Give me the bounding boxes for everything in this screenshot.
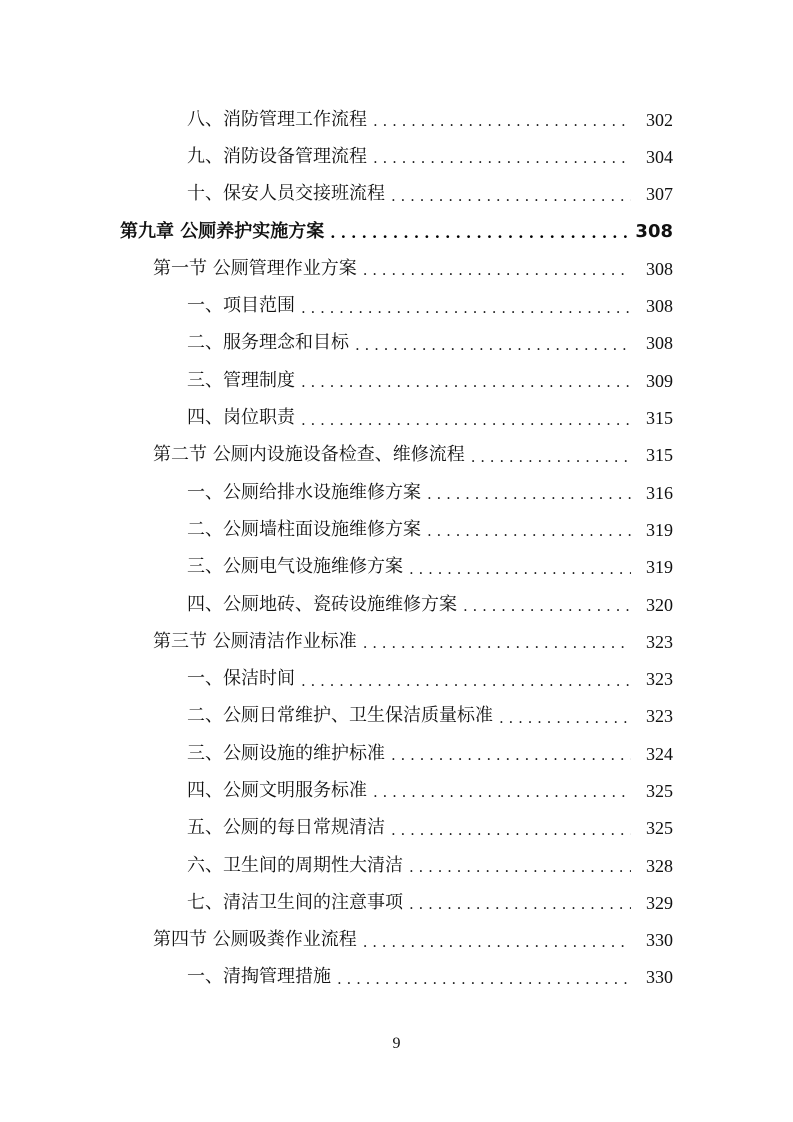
toc-entry-title: 一、项目范围 <box>187 295 295 317</box>
toc-entry-page: 325 <box>646 780 673 801</box>
dot-leader <box>373 785 631 800</box>
toc-entry[interactable] <box>0 810 793 847</box>
toc-entry[interactable] <box>0 735 793 772</box>
toc-entry[interactable] <box>0 325 793 362</box>
dot-leader <box>373 151 631 166</box>
dot-leader <box>301 301 631 316</box>
toc-entry-page: 319 <box>646 519 673 540</box>
toc-entry[interactable] <box>0 884 793 921</box>
toc-entry[interactable] <box>0 362 793 399</box>
toc-entry-page: 302 <box>646 109 673 130</box>
dot-leader <box>301 413 631 428</box>
toc-entry-title: 六、卫生间的周期性大清洁 <box>187 854 403 876</box>
toc-entry-page: 320 <box>646 594 673 615</box>
toc-entry[interactable] <box>0 772 793 809</box>
toc-entry[interactable] <box>0 549 793 586</box>
toc-section-page: 315 <box>646 445 673 466</box>
toc-section-page: 330 <box>646 930 673 951</box>
toc-section-page: 323 <box>646 631 673 652</box>
toc-entry[interactable] <box>0 959 793 996</box>
toc-entry[interactable] <box>0 586 793 623</box>
toc-entry-page: 308 <box>646 333 673 354</box>
toc-entry[interactable] <box>0 511 793 548</box>
toc-entry[interactable] <box>0 138 793 175</box>
toc-entry-title: 二、公厕日常维护、卫生保洁质量标准 <box>187 705 493 727</box>
toc-entry-page: 323 <box>646 669 673 690</box>
toc-section-title: 第三节 公厕清洁作业标准 <box>153 630 357 652</box>
toc-entry[interactable] <box>0 399 793 436</box>
toc-entry-title: 十、保安人员交接班流程 <box>187 183 385 205</box>
toc-entry-title: 一、公厕给排水设施维修方案 <box>187 481 421 503</box>
toc-chapter-title: 第九章 公厕养护实施方案 <box>120 220 325 242</box>
toc-entry-page: 304 <box>646 146 673 167</box>
toc-entry-title: 九、消防设备管理流程 <box>187 145 367 167</box>
toc-entry-page: 324 <box>646 743 673 764</box>
toc-entry-title: 八、消防管理工作流程 <box>187 108 367 130</box>
table-of-contents <box>0 101 793 996</box>
dot-leader <box>463 599 631 614</box>
toc-entry-page: 315 <box>646 408 673 429</box>
toc-entry-title: 二、服务理念和目标 <box>187 332 349 354</box>
dot-leader <box>373 114 631 129</box>
toc-entry-page: 308 <box>646 296 673 317</box>
toc-entry[interactable] <box>0 176 793 213</box>
toc-entry-page: 319 <box>646 557 673 578</box>
toc-entry-title: 一、清掏管理措施 <box>187 966 331 988</box>
toc-section-entry[interactable] <box>0 250 793 287</box>
toc-entry-title: 四、公厕文明服务标准 <box>187 779 367 801</box>
toc-entry-title: 四、公厕地砖、瓷砖设施维修方案 <box>187 593 457 615</box>
dot-leader <box>391 189 631 204</box>
toc-chapter-entry[interactable] <box>0 213 793 250</box>
dot-leader <box>499 711 631 726</box>
toc-entry-title: 三、公厕电气设施维修方案 <box>187 556 403 578</box>
toc-section-title: 第二节 公厕内设施设备检查、维修流程 <box>153 444 465 466</box>
toc-entry-page: 329 <box>646 892 673 913</box>
dot-leader <box>301 375 631 390</box>
page-number: 9 <box>392 1035 401 1052</box>
toc-entry[interactable] <box>0 698 793 735</box>
dot-leader <box>409 562 631 577</box>
dot-leader <box>363 263 631 278</box>
toc-section-entry[interactable] <box>0 922 793 959</box>
dot-leader <box>301 674 631 689</box>
dot-leader <box>409 860 631 875</box>
toc-entry-page: 330 <box>646 967 673 988</box>
toc-entry-page: 323 <box>646 706 673 727</box>
toc-chapter-page: 308 <box>635 220 673 242</box>
toc-entry-title: 二、公厕墙柱面设施维修方案 <box>187 518 421 540</box>
toc-entry-page: 309 <box>646 370 673 391</box>
dot-leader <box>363 935 631 950</box>
toc-section-entry[interactable] <box>0 437 793 474</box>
dot-leader <box>337 972 631 987</box>
toc-entry-page: 325 <box>646 818 673 839</box>
toc-entry[interactable] <box>0 287 793 324</box>
toc-entry[interactable] <box>0 101 793 138</box>
toc-entry[interactable] <box>0 660 793 697</box>
dot-leader <box>391 823 631 838</box>
toc-entry-page: 307 <box>646 184 673 205</box>
toc-section-title: 第四节 公厕吸粪作业流程 <box>153 929 357 951</box>
toc-section-page: 308 <box>646 258 673 279</box>
toc-entry[interactable] <box>0 474 793 511</box>
toc-entry-page: 328 <box>646 855 673 876</box>
dot-leader <box>471 450 631 465</box>
dot-leader <box>363 636 631 651</box>
toc-section-title: 第一节 公厕管理作业方案 <box>153 257 357 279</box>
toc-entry-title: 三、管理制度 <box>187 369 295 391</box>
toc-section-entry[interactable] <box>0 623 793 660</box>
toc-entry-title: 七、清洁卫生间的注意事项 <box>187 891 403 913</box>
toc-entry-page: 316 <box>646 482 673 503</box>
toc-entry-title: 五、公厕的每日常规清洁 <box>187 817 385 839</box>
dot-leader <box>427 487 631 502</box>
toc-entry-title: 一、保洁时间 <box>187 668 295 690</box>
toc-entry-title: 三、公厕设施的维护标准 <box>187 742 385 764</box>
dot-leader <box>427 524 631 539</box>
dot-leader <box>409 897 631 912</box>
dot-leader <box>355 338 631 353</box>
toc-entry-title: 四、岗位职责 <box>187 407 295 429</box>
dot-leader <box>391 748 631 763</box>
dot-leader <box>330 226 631 241</box>
toc-entry[interactable] <box>0 847 793 884</box>
